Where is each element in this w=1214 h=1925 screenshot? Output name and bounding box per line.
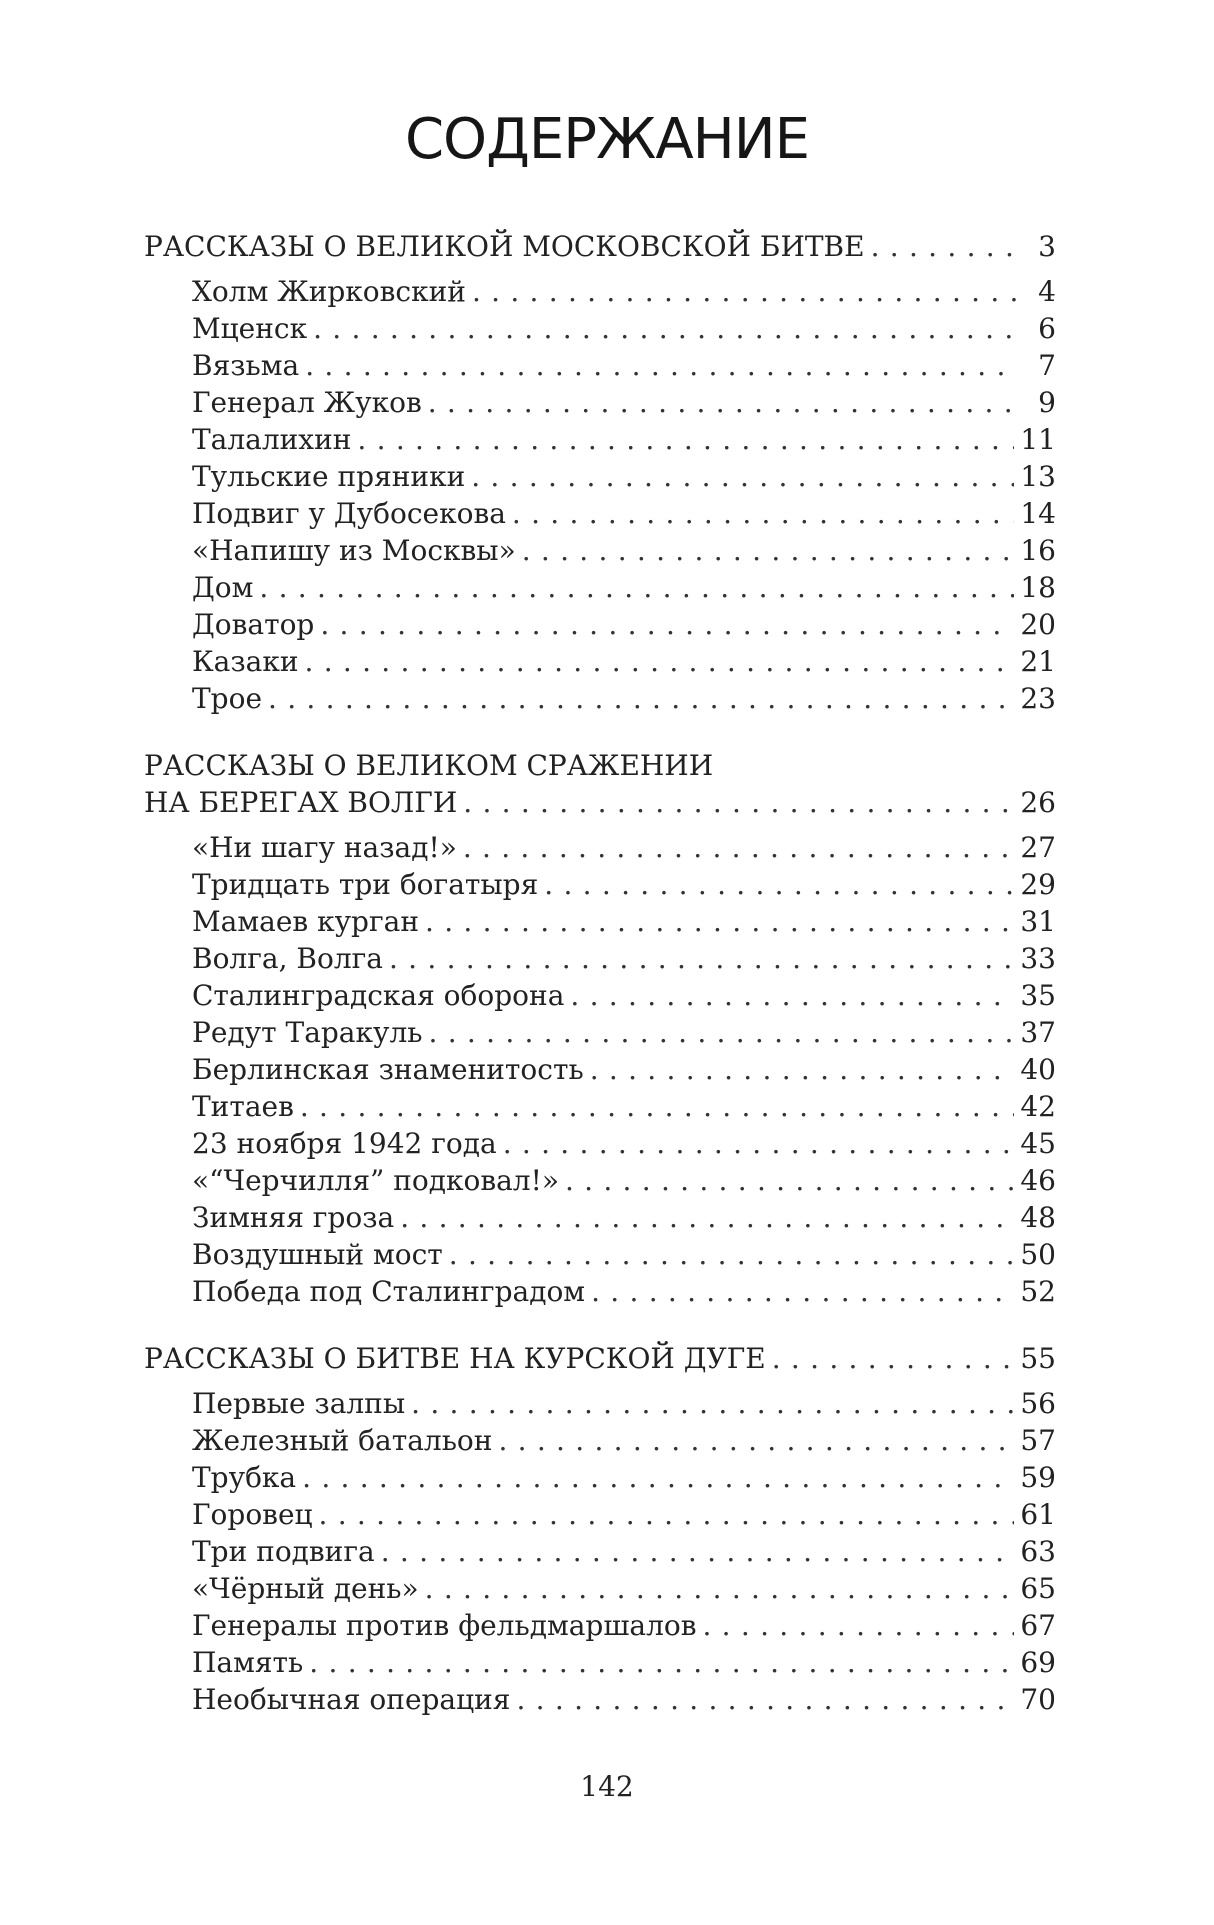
dot-leader: [305, 643, 1015, 680]
entry-page-number: 67: [1020, 1609, 1056, 1642]
section-title: РАССКАЗЫ О БИТВЕ НА КУРСКОЙ ДУГЕ: [144, 1342, 766, 1375]
toc-entry[interactable]: [144, 569, 1056, 606]
entry-page-number: 31: [1020, 905, 1056, 938]
entry-page-number: 40: [1020, 1053, 1056, 1086]
dot-leader: [512, 495, 1014, 532]
dot-leader: [544, 866, 1014, 903]
entry-page-number: 57: [1020, 1424, 1056, 1457]
toc-entry[interactable]: [144, 1014, 1056, 1051]
entry-page-number: 33: [1020, 942, 1056, 975]
dot-leader: [498, 1422, 1014, 1459]
toc-entry[interactable]: [144, 458, 1056, 495]
entry-title: Редут Таракуль: [192, 1016, 423, 1049]
entry-title: Первые залпы: [192, 1387, 406, 1420]
dot-leader: [772, 1340, 1015, 1377]
entry-title: Мценск: [192, 312, 308, 345]
toc-entry[interactable]: [144, 384, 1056, 421]
dot-leader: [871, 228, 1016, 265]
toc-entry[interactable]: [144, 977, 1056, 1014]
entry-page-number: 18: [1020, 571, 1056, 604]
entry-title: Сталинградская оборона: [192, 979, 565, 1012]
dot-leader: [590, 1051, 1015, 1088]
toc-section: [144, 747, 1056, 1310]
entry-title: Волга, Волга: [192, 942, 383, 975]
entry-title: «Напишу из Москвы»: [192, 534, 516, 567]
dot-leader: [305, 347, 1016, 384]
entry-page-number: 6: [1038, 312, 1056, 345]
entry-title: Талалихин: [192, 423, 352, 456]
dot-leader: [471, 458, 1014, 495]
section-title-first-line: РАССКАЗЫ О ВЕЛИКОМ СРАЖЕНИИ: [144, 749, 714, 782]
entry-title: Воздушный мост: [192, 1238, 443, 1271]
dot-leader: [320, 606, 1014, 643]
entry-page-number: 61: [1020, 1498, 1056, 1531]
entry-page-number: 9: [1038, 386, 1056, 419]
entry-title: Железный батальон: [192, 1424, 493, 1457]
entry-title: Тульские пряники: [192, 460, 466, 493]
entry-title: Казаки: [192, 645, 299, 678]
toc-entry[interactable]: [144, 1088, 1056, 1125]
entry-page-number: 65: [1020, 1572, 1056, 1605]
toc-entry[interactable]: [144, 421, 1056, 458]
entry-title: Трое: [192, 682, 263, 715]
entry-title: Тридцать три богатыря: [192, 868, 539, 901]
entry-title: Холм Жирковский: [192, 275, 466, 308]
entry-title: «Ни шагу назад!»: [192, 831, 457, 864]
dot-leader: [565, 1162, 1014, 1199]
page-title: СОДЕРЖАНИЕ: [404, 107, 810, 172]
entry-title: Генералы против фельдмаршалов: [192, 1609, 697, 1642]
entry-title: Берлинская знаменитость: [192, 1053, 584, 1086]
entry-title: Подвиг у Дубосекова: [192, 497, 506, 530]
section-heading-line: [144, 1340, 1056, 1377]
dot-leader: [425, 903, 1014, 940]
entry-page-number: 29: [1020, 868, 1056, 901]
entry-title: Память: [192, 1646, 304, 1679]
toc-entry[interactable]: [144, 310, 1056, 347]
entry-page-number: 52: [1020, 1275, 1056, 1308]
dot-leader: [400, 1199, 1014, 1236]
entry-page-number: 37: [1020, 1016, 1056, 1049]
entry-title: «“Черчилля” подковал!»: [192, 1164, 559, 1197]
dot-leader: [428, 384, 1016, 421]
dot-leader: [463, 829, 1015, 866]
dot-leader: [702, 1607, 1014, 1644]
toc-entry[interactable]: [144, 940, 1056, 977]
entry-page-number: 69: [1020, 1646, 1056, 1679]
dot-leader: [591, 1273, 1014, 1310]
entry-page-number: 56: [1020, 1387, 1056, 1420]
toc-entry[interactable]: [144, 495, 1056, 532]
section-page-number: 26: [1020, 786, 1056, 819]
entry-title: Титаев: [192, 1090, 294, 1123]
dot-leader: [463, 784, 1014, 821]
page-number: 142: [580, 1770, 634, 1803]
dot-leader: [516, 1681, 1014, 1718]
dot-leader: [300, 1088, 1015, 1125]
toc-section: [144, 1340, 1056, 1718]
toc-entry[interactable]: [144, 347, 1056, 384]
dot-leader: [268, 680, 1014, 717]
entry-title: Победа под Сталинградом: [192, 1275, 586, 1308]
section-title: НА БЕРЕГАХ ВОЛГИ: [144, 786, 458, 819]
entry-title: «Чёрный день»: [192, 1572, 419, 1605]
entry-title: Дом: [192, 571, 254, 604]
toc-entry[interactable]: [144, 829, 1056, 866]
entry-page-number: 13: [1020, 460, 1056, 493]
toc-entry[interactable]: [144, 1644, 1056, 1681]
toc-entry[interactable]: [144, 1607, 1056, 1644]
toc-entry[interactable]: [144, 866, 1056, 903]
entry-title: Вязьма: [192, 349, 300, 382]
section-heading-line: [144, 784, 1056, 821]
entry-title: Генерал Жуков: [192, 386, 422, 419]
entry-page-number: 4: [1038, 275, 1056, 308]
dot-leader: [503, 1125, 1015, 1162]
entry-title: 23 ноября 1942 года: [192, 1127, 497, 1160]
toc-entry[interactable]: [144, 1533, 1056, 1570]
entry-title: Три подвига: [192, 1535, 375, 1568]
entry-page-number: 59: [1020, 1461, 1056, 1494]
toc-entry[interactable]: [144, 643, 1056, 680]
section-heading: [144, 228, 1056, 265]
toc-entry[interactable]: [144, 1681, 1056, 1718]
dot-leader: [449, 1236, 1015, 1273]
section-title: РАССКАЗЫ О ВЕЛИКОЙ МОСКОВСКОЙ БИТВЕ: [144, 230, 865, 263]
toc-entry[interactable]: [144, 1570, 1056, 1607]
section-page-number: 3: [1038, 230, 1056, 263]
entry-page-number: 21: [1020, 645, 1056, 678]
entry-page-number: 46: [1020, 1164, 1056, 1197]
entry-page-number: 70: [1020, 1683, 1056, 1716]
dot-leader: [389, 940, 1014, 977]
entry-title: Мамаев курган: [192, 905, 419, 938]
toc-entry[interactable]: [144, 1273, 1056, 1310]
dot-leader: [313, 310, 1016, 347]
dot-leader: [357, 421, 1014, 458]
section-heading: [144, 1340, 1056, 1377]
toc-entry[interactable]: [144, 1236, 1056, 1273]
section-heading: [144, 747, 1056, 821]
dot-leader: [259, 569, 1014, 606]
dot-leader: [570, 977, 1014, 1014]
dot-leader: [429, 1014, 1015, 1051]
entry-page-number: 27: [1020, 831, 1056, 864]
entry-page-number: 45: [1020, 1127, 1056, 1160]
entry-title: Зимняя гроза: [192, 1201, 395, 1234]
section-heading-line: [144, 228, 1056, 265]
dot-leader: [472, 273, 1016, 310]
entry-title: Доватор: [192, 608, 315, 641]
dot-leader: [381, 1533, 1015, 1570]
entry-page-number: 50: [1020, 1238, 1056, 1271]
toc-entry[interactable]: [144, 1162, 1056, 1199]
entry-page-number: 20: [1020, 608, 1056, 641]
toc-entry[interactable]: [144, 903, 1056, 940]
entry-page-number: 23: [1020, 682, 1056, 715]
toc-entry[interactable]: [144, 680, 1056, 717]
toc-entry[interactable]: [144, 1385, 1056, 1422]
toc-entry[interactable]: [144, 606, 1056, 643]
entry-page-number: 7: [1038, 349, 1056, 382]
entry-page-number: 63: [1020, 1535, 1056, 1568]
dot-leader: [309, 1644, 1014, 1681]
toc-entry[interactable]: [144, 1199, 1056, 1236]
dot-leader: [425, 1570, 1015, 1607]
toc-entry[interactable]: [144, 1422, 1056, 1459]
dot-leader: [302, 1459, 1014, 1496]
entry-title: Горовец: [192, 1498, 313, 1531]
toc-entry[interactable]: [144, 1125, 1056, 1162]
entry-title: Трубка: [192, 1461, 297, 1494]
entry-page-number: 16: [1020, 534, 1056, 567]
toc-entry[interactable]: [144, 532, 1056, 569]
toc-section: [144, 228, 1056, 717]
section-page-number: 55: [1020, 1342, 1056, 1375]
table-of-contents: [144, 228, 1056, 1718]
toc-entry[interactable]: [144, 1051, 1056, 1088]
entry-page-number: 48: [1020, 1201, 1056, 1234]
entry-title: Необычная операция: [192, 1683, 511, 1716]
toc-entry[interactable]: [144, 1459, 1056, 1496]
dot-leader: [522, 532, 1015, 569]
dot-leader: [319, 1496, 1015, 1533]
dot-leader: [411, 1385, 1014, 1422]
entry-page-number: 11: [1020, 423, 1056, 456]
toc-entry[interactable]: [144, 273, 1056, 310]
toc-entry[interactable]: [144, 1496, 1056, 1533]
entry-page-number: 35: [1020, 979, 1056, 1012]
entry-page-number: 42: [1020, 1090, 1056, 1123]
entry-page-number: 14: [1020, 497, 1056, 530]
